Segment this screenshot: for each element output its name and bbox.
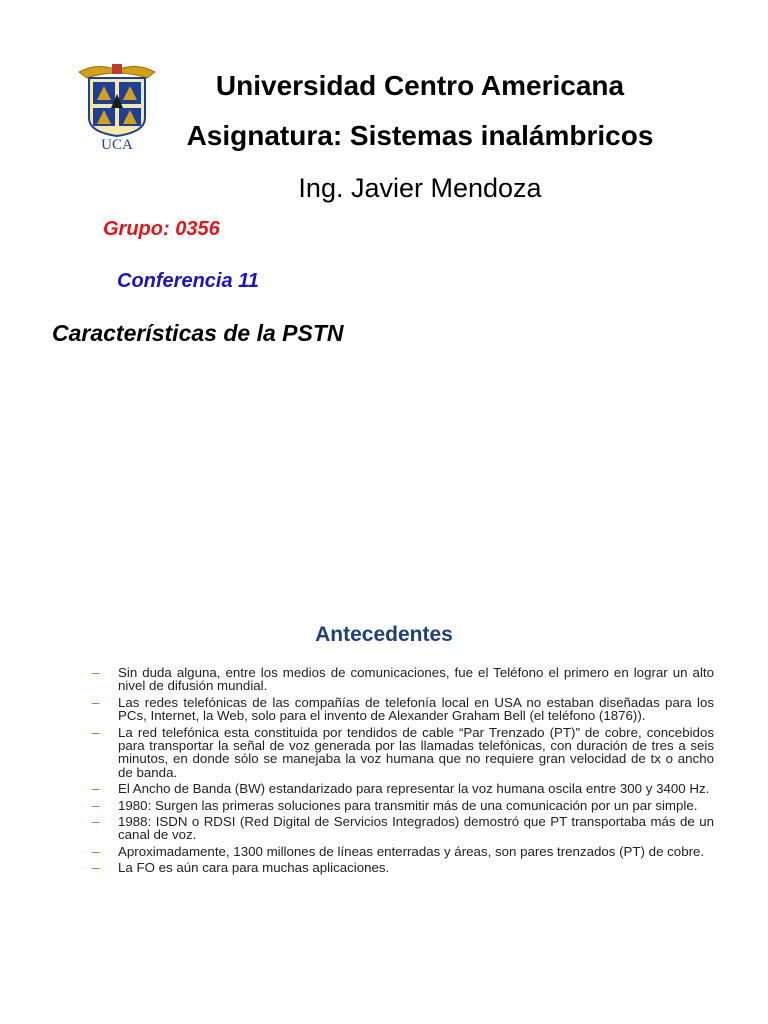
list-item — [92, 861, 714, 874]
list-item — [92, 799, 714, 812]
bullet-dash: – — [92, 814, 100, 830]
logo-text: UCA — [101, 137, 133, 152]
bullet-text: La red telefónica esta constituida por tendidos de cable “Par Trenzado (PT)” de cobre, concebidos para transportar la señal de voz generada por las llamadas telefónicas, con duración de tres a seis minutos, en donde sólo se manejaba la voz humana que no requiere gran velocidad de tx o ancho de banda. — [118, 724, 714, 780]
topic-title: Características de la PSTN — [52, 320, 344, 346]
list-item — [92, 815, 714, 842]
lecture-label: Conferencia 11 — [117, 270, 259, 292]
bullet-text: El Ancho de Banda (BW) estandarizado para representar la voz humana oscila entre 300 y 3400 Hz. — [118, 781, 710, 797]
list-item — [92, 845, 714, 858]
bullet-dash: – — [92, 665, 100, 680]
bullet-text: La FO es aún cara para muchas aplicaciones. — [118, 860, 390, 876]
course-title: Asignatura: Sistemas inalámbricos — [186, 120, 654, 151]
bullet-text: Sin duda alguna, entre los medios de comunicaciones, fue el Teléfono el primero en lograr un alto nivel de difusión mundial. — [118, 665, 714, 694]
bullet-dash: – — [92, 781, 100, 797]
bullet-dash: – — [92, 860, 100, 876]
bullet-text: Las redes telefónicas de las compañías de telefonía local en USA no estaban diseñadas para los PCs, Internet, la Web, solo para el invento de Alexander Graham Bell (el teléfono (1876)). — [118, 694, 714, 724]
section-title: Antecedentes — [315, 623, 453, 646]
group-label: Grupo: 0356 — [103, 218, 220, 240]
bullet-dash: – — [92, 797, 100, 813]
list-item — [92, 726, 714, 780]
list-item — [92, 696, 714, 723]
list-item — [92, 782, 714, 795]
bullet-text: 1980: Surgen las primeras soluciones para transmitir más de una comunicación por un par simple. — [118, 797, 698, 813]
bullet-text: 1988: ISDN o RDSI (Red Digital de Servicios Integrados) demostró que PT transportaba más de un canal de voz. — [118, 814, 714, 843]
bullet-list — [92, 666, 714, 878]
bullet-dash: – — [92, 724, 100, 740]
instructor-name: Ing. Javier Mendoza — [298, 173, 542, 203]
bullet-text: Aproximadamente, 1300 millones de líneas enterradas y áreas, son pares trenzados (PT) de cobre. — [118, 843, 705, 859]
university-title: Universidad Centro Americana — [215, 70, 625, 101]
bullet-dash: – — [92, 694, 100, 710]
list-item — [92, 666, 714, 693]
bullet-dash: – — [92, 843, 100, 859]
